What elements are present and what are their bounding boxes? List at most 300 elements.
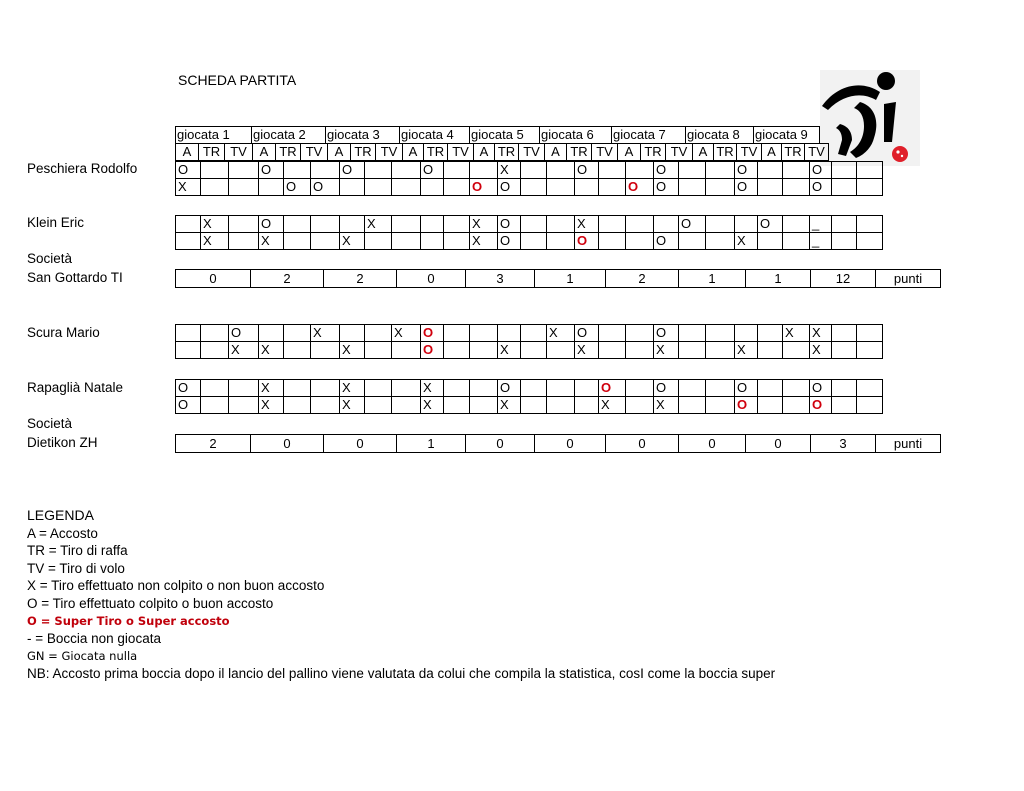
shot-cell: O <box>810 179 832 196</box>
shot-cell: O <box>176 380 201 397</box>
shot-row <box>176 233 883 250</box>
shot-cell: O <box>259 162 284 179</box>
shot-cell: X <box>421 397 444 414</box>
shot-cell: X <box>201 216 229 233</box>
shot-cell: X <box>201 233 229 250</box>
shot-cell <box>547 233 575 250</box>
shot-cell <box>444 380 470 397</box>
shot-cell: X <box>340 380 365 397</box>
shot-cell <box>340 216 365 233</box>
shot-cell <box>311 162 340 179</box>
shot-cell <box>679 233 706 250</box>
shot-cell: X <box>470 233 498 250</box>
shot-cell <box>392 162 421 179</box>
shot-cell <box>365 397 392 414</box>
shot-cell <box>444 233 470 250</box>
shot-cell <box>365 233 392 250</box>
giocata-header: giocata 1 <box>176 127 252 144</box>
shot-cell <box>857 233 883 250</box>
shot-cell <box>599 216 626 233</box>
giocata-header: giocata 5 <box>470 127 540 144</box>
shot-type-header: TV <box>376 144 403 161</box>
shot-cell: X <box>176 179 201 196</box>
shot-type-header: TR <box>782 144 805 161</box>
shot-cell: O <box>654 325 679 342</box>
shot-row <box>176 380 883 397</box>
giocata-score-cell: 1 <box>397 435 466 453</box>
shot-type-header: TR <box>567 144 592 161</box>
shot-cell <box>470 380 498 397</box>
shot-cell: X <box>783 325 810 342</box>
shot-cell <box>626 162 654 179</box>
shot-cell <box>444 162 470 179</box>
giocata-score-cell: 0 <box>466 435 535 453</box>
legend-line: TR = Tiro di raffa <box>27 543 128 559</box>
shot-cell <box>547 342 575 359</box>
societa-label: Società <box>27 251 73 266</box>
shot-cell <box>599 179 626 196</box>
shot-cell <box>229 179 259 196</box>
shot-row <box>176 179 883 196</box>
shot-cell <box>783 162 810 179</box>
shot-type-header: A <box>762 144 782 161</box>
player-shot-grid <box>175 215 883 250</box>
shot-cell <box>706 397 735 414</box>
shot-cell <box>758 397 783 414</box>
shot-cell: X <box>498 397 521 414</box>
shot-cell <box>857 380 883 397</box>
shot-cell <box>284 380 311 397</box>
giocata-score-cell: 0 <box>397 270 466 288</box>
giocata-header: giocata 2 <box>252 127 326 144</box>
shot-cell <box>832 342 857 359</box>
shot-row <box>176 342 883 359</box>
shot-cell: X <box>340 342 365 359</box>
shot-cell: O <box>810 380 832 397</box>
shot-type-header: A <box>403 144 424 161</box>
shot-cell <box>599 325 626 342</box>
shot-type-header: TR <box>495 144 519 161</box>
shot-cell: X <box>547 325 575 342</box>
shot-cell: X <box>340 397 365 414</box>
shot-cell <box>679 325 706 342</box>
giocata-score-cell: 0 <box>535 435 606 453</box>
shot-cell: O <box>626 179 654 196</box>
shot-cell <box>679 342 706 359</box>
legend-null-line: GN = Giocata nulla <box>27 648 138 663</box>
shot-cell <box>521 342 547 359</box>
shot-type-header: TV <box>592 144 618 161</box>
shot-cell <box>626 380 654 397</box>
shot-cell: X <box>311 325 340 342</box>
shot-cell <box>758 342 783 359</box>
shot-cell: O <box>810 162 832 179</box>
shot-cell <box>547 162 575 179</box>
shot-cell: X <box>654 397 679 414</box>
shot-cell: X <box>259 397 284 414</box>
shot-cell: O <box>599 380 626 397</box>
shot-type-header: TR <box>424 144 448 161</box>
shot-cell <box>311 342 340 359</box>
shot-cell <box>857 397 883 414</box>
shot-cell <box>654 216 679 233</box>
shot-type-header: A <box>176 144 199 161</box>
shot-cell <box>421 216 444 233</box>
points-label: punti <box>876 435 941 453</box>
player-name: Peschiera Rodolfo <box>27 161 138 176</box>
shot-cell <box>201 325 229 342</box>
shot-cell <box>783 179 810 196</box>
team-name: San Gottardo TI <box>27 270 123 285</box>
shot-cell <box>365 162 392 179</box>
shot-cell: O <box>498 233 521 250</box>
shot-cell: O <box>421 325 444 342</box>
shot-type-header: TR <box>199 144 225 161</box>
shot-cell <box>758 179 783 196</box>
shot-cell <box>521 397 547 414</box>
shot-cell <box>311 397 340 414</box>
shot-cell <box>284 216 311 233</box>
shot-cell: X <box>810 325 832 342</box>
shot-cell <box>857 342 883 359</box>
shot-cell <box>679 397 706 414</box>
shot-cell: O <box>810 397 832 414</box>
giocata-header: giocata 3 <box>326 127 400 144</box>
shot-cell: X <box>735 233 758 250</box>
shot-cell <box>444 216 470 233</box>
shot-cell <box>470 397 498 414</box>
shot-cell: _ <box>810 216 832 233</box>
shot-cell <box>201 397 229 414</box>
shot-cell <box>259 179 284 196</box>
societa-label: Società <box>27 416 73 431</box>
shot-cell <box>311 233 340 250</box>
player-name: Klein Eric <box>27 215 85 230</box>
player-shot-grid <box>175 161 883 196</box>
shot-cell <box>201 162 229 179</box>
shot-cell <box>201 179 229 196</box>
shot-type-header: A <box>545 144 567 161</box>
giocata-score-cell: 0 <box>679 435 746 453</box>
shot-cell <box>626 397 654 414</box>
shot-type-header: TR <box>714 144 737 161</box>
shot-cell <box>599 342 626 359</box>
shot-cell: O <box>654 380 679 397</box>
giocata-score-cell: 0 <box>606 435 679 453</box>
shot-cell <box>392 397 421 414</box>
shot-cell <box>758 162 783 179</box>
shot-type-header: A <box>474 144 495 161</box>
shot-cell: O <box>176 162 201 179</box>
shot-row <box>176 162 883 179</box>
total-score-cell: 12 <box>811 270 876 288</box>
shot-cell <box>832 233 857 250</box>
giocata-score-cell: 3 <box>466 270 535 288</box>
shot-cell: O <box>575 162 599 179</box>
giocata-score-cell: 2 <box>324 270 397 288</box>
shot-cell: X <box>470 216 498 233</box>
shot-cell: O <box>735 380 758 397</box>
shot-cell <box>857 216 883 233</box>
shot-cell <box>706 342 735 359</box>
legend <box>27 507 775 683</box>
shot-cell <box>832 325 857 342</box>
shot-type-header: TV <box>519 144 545 161</box>
team-score-row <box>175 269 941 288</box>
shot-cell <box>832 216 857 233</box>
shot-cell <box>444 325 470 342</box>
shot-cell <box>421 233 444 250</box>
giocata-score-cell: 0 <box>746 435 811 453</box>
shot-type-header: TR <box>276 144 301 161</box>
shot-cell <box>547 380 575 397</box>
shot-cell: O <box>498 179 521 196</box>
shot-cell: O <box>284 179 311 196</box>
shot-cell <box>599 233 626 250</box>
shot-cell <box>783 380 810 397</box>
shot-cell <box>392 342 421 359</box>
shot-cell <box>176 216 201 233</box>
legend-super-line: O = Super Tiro o Super accosto <box>27 613 230 628</box>
shot-cell: O <box>176 397 201 414</box>
shot-cell: O <box>735 179 758 196</box>
giocata-header: giocata 9 <box>754 127 820 144</box>
shot-cell <box>857 179 883 196</box>
shot-cell <box>392 179 421 196</box>
shot-cell: O <box>575 233 599 250</box>
shot-cell <box>626 325 654 342</box>
shot-cell: O <box>498 216 521 233</box>
bocce-player-logo-icon <box>820 70 920 166</box>
shot-cell: O <box>735 397 758 414</box>
shot-cell <box>521 380 547 397</box>
shot-cell <box>444 397 470 414</box>
legend-line: X = Tiro effettuato non colpito o non buon accosto <box>27 578 325 594</box>
points-label: punti <box>876 270 941 288</box>
shot-cell: O <box>470 179 498 196</box>
shot-cell <box>229 162 259 179</box>
giocata-score-cell: 1 <box>746 270 811 288</box>
giocata-header: giocata 8 <box>686 127 754 144</box>
shot-cell <box>575 397 599 414</box>
shot-cell: O <box>654 233 679 250</box>
player-name: Scura Mario <box>27 325 100 340</box>
shot-cell <box>706 179 735 196</box>
shot-cell <box>706 233 735 250</box>
team-score-row <box>175 434 941 453</box>
shot-cell <box>365 380 392 397</box>
shot-row <box>176 216 883 233</box>
legend-note: NB: Accosto prima boccia dopo il lancio del pallino viene valutata da colui che compila la statistica, cosI come la boccia super <box>27 666 776 682</box>
player-name: Rapaglià Natale <box>27 380 124 395</box>
shot-type-header: A <box>693 144 714 161</box>
shot-type-header: A <box>328 144 351 161</box>
shot-cell <box>783 216 810 233</box>
shot-cell <box>521 325 547 342</box>
shot-cell <box>735 216 758 233</box>
shot-cell <box>832 380 857 397</box>
shot-cell <box>758 233 783 250</box>
shot-cell <box>229 216 259 233</box>
shot-cell: X <box>575 216 599 233</box>
shot-cell: _ <box>810 233 832 250</box>
shot-cell <box>706 162 735 179</box>
shot-cell: X <box>229 342 259 359</box>
shot-cell <box>735 325 758 342</box>
shot-cell: X <box>259 380 284 397</box>
shot-type-header: TV <box>666 144 693 161</box>
shot-cell <box>201 342 229 359</box>
shot-cell: O <box>575 325 599 342</box>
shot-cell <box>521 216 547 233</box>
giocata-score-cell: 2 <box>251 270 324 288</box>
shot-cell: X <box>599 397 626 414</box>
shot-cell <box>470 342 498 359</box>
shot-cell: X <box>575 342 599 359</box>
shot-cell <box>832 162 857 179</box>
shot-cell: O <box>498 380 521 397</box>
shot-cell <box>201 380 229 397</box>
giocata-header: giocata 4 <box>400 127 470 144</box>
shot-cell <box>679 380 706 397</box>
shot-type-header: TV <box>805 144 829 161</box>
giocata-score-cell: 1 <box>679 270 746 288</box>
shot-cell <box>832 179 857 196</box>
shot-cell: O <box>654 179 679 196</box>
shot-cell <box>470 325 498 342</box>
player-shot-grid <box>175 379 883 414</box>
shot-cell <box>176 342 201 359</box>
shot-cell <box>365 342 392 359</box>
shot-cell <box>575 380 599 397</box>
shot-cell <box>758 325 783 342</box>
shot-cell <box>575 179 599 196</box>
legend-line: O = Tiro effettuato colpito o buon accosto <box>27 595 274 611</box>
shot-cell <box>547 397 575 414</box>
shot-cell <box>444 342 470 359</box>
shot-cell <box>229 380 259 397</box>
shot-cell <box>758 380 783 397</box>
shot-type-header: A <box>618 144 641 161</box>
shot-type-header: TV <box>225 144 253 161</box>
shot-type-header: TV <box>448 144 474 161</box>
shot-type-header: TR <box>351 144 376 161</box>
total-score-cell: 3 <box>811 435 876 453</box>
shot-cell <box>421 179 444 196</box>
giocata-header: giocata 7 <box>612 127 686 144</box>
shot-cell <box>626 216 654 233</box>
shot-cell <box>340 179 365 196</box>
shot-cell: X <box>735 342 758 359</box>
shot-cell: X <box>259 233 284 250</box>
shot-cell: X <box>392 325 421 342</box>
shot-cell <box>470 162 498 179</box>
shot-cell <box>284 162 311 179</box>
shot-cell <box>547 179 575 196</box>
shot-cell <box>259 325 284 342</box>
shot-cell <box>599 162 626 179</box>
shot-row <box>176 397 883 414</box>
shot-cell <box>706 216 735 233</box>
shot-cell <box>783 233 810 250</box>
giocata-header-row <box>175 126 820 144</box>
giocata-score-cell: 2 <box>606 270 679 288</box>
shot-cell <box>284 233 311 250</box>
legend-line: A = Accosto <box>27 525 98 541</box>
legend-line: - = Boccia non giocata <box>27 631 161 647</box>
shot-cell <box>521 233 547 250</box>
shot-cell: X <box>498 342 521 359</box>
shot-cell: O <box>735 162 758 179</box>
shot-cell <box>857 162 883 179</box>
shot-cell <box>521 162 547 179</box>
shot-cell <box>365 179 392 196</box>
shot-cell: X <box>365 216 392 233</box>
legend-line: TV = Tiro di volo <box>27 560 125 576</box>
shot-cell: O <box>229 325 259 342</box>
shot-cell: O <box>679 216 706 233</box>
player-shot-grid <box>175 324 883 359</box>
shot-cell: O <box>340 162 365 179</box>
shot-cell: O <box>421 162 444 179</box>
shot-cell <box>311 380 340 397</box>
shot-cell <box>679 162 706 179</box>
shot-type-header-row <box>175 143 829 161</box>
shot-type-header: TV <box>737 144 762 161</box>
shot-cell: O <box>758 216 783 233</box>
shot-cell <box>626 233 654 250</box>
shot-cell <box>626 342 654 359</box>
shot-cell <box>284 325 311 342</box>
giocata-score-cell: 0 <box>324 435 397 453</box>
shot-type-header: A <box>253 144 276 161</box>
shot-cell <box>284 397 311 414</box>
team-name: Dietikon ZH <box>27 435 98 450</box>
shot-cell <box>706 380 735 397</box>
shot-cell <box>832 397 857 414</box>
shot-cell <box>392 380 421 397</box>
shot-cell <box>783 342 810 359</box>
legend-title: LEGENDA <box>27 507 94 523</box>
shot-type-header: TV <box>301 144 328 161</box>
shot-cell <box>498 325 521 342</box>
shot-cell <box>365 325 392 342</box>
giocata-score-cell: 0 <box>176 270 251 288</box>
shot-cell <box>284 342 311 359</box>
shot-type-header: TR <box>641 144 666 161</box>
shot-cell <box>706 325 735 342</box>
shot-cell <box>176 325 201 342</box>
shot-cell <box>340 325 365 342</box>
shot-cell <box>857 325 883 342</box>
shot-cell: X <box>654 342 679 359</box>
shot-row <box>176 325 883 342</box>
page-title: SCHEDA PARTITA <box>178 72 297 88</box>
shot-cell <box>229 397 259 414</box>
shot-cell: X <box>498 162 521 179</box>
shot-cell <box>679 179 706 196</box>
giocata-score-cell: 1 <box>535 270 606 288</box>
shot-cell <box>547 216 575 233</box>
shot-cell <box>444 179 470 196</box>
shot-cell <box>311 216 340 233</box>
shot-cell: X <box>810 342 832 359</box>
giocata-score-cell: 2 <box>176 435 251 453</box>
shot-cell: O <box>311 179 340 196</box>
shot-cell <box>392 216 421 233</box>
shot-cell: X <box>421 380 444 397</box>
shot-cell <box>783 397 810 414</box>
